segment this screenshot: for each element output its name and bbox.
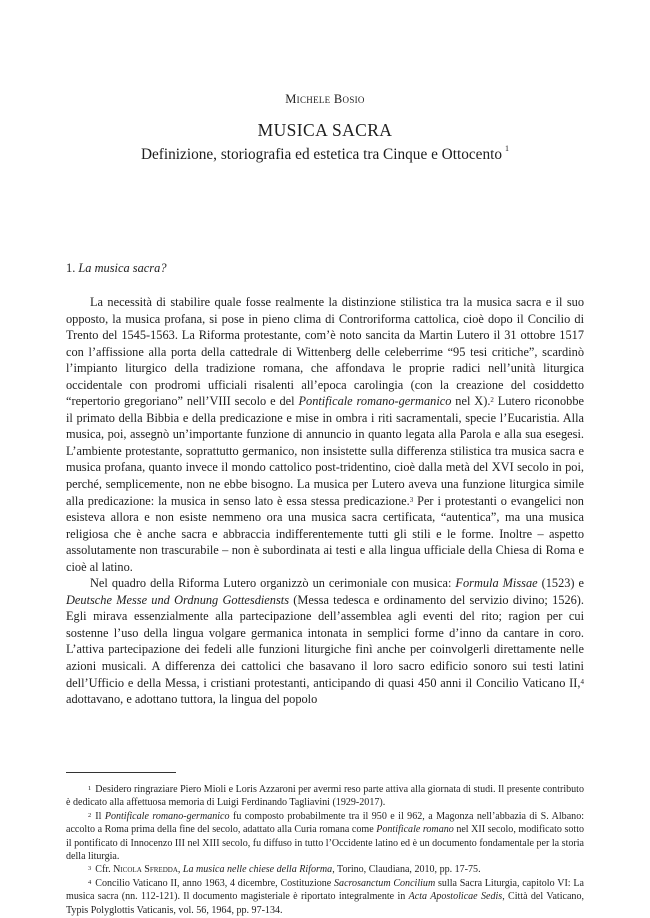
italic-run: Pontificale romano xyxy=(376,824,454,836)
text-run: sulla Sacra Liturgia, capitolo VI: La musica sacra (nn. 112-121). Il documento magisteriale è riportato integralmente in xyxy=(66,877,584,903)
text-run: Cfr. xyxy=(95,864,114,876)
article-subtitle xyxy=(0,146,650,164)
body-paragraph-1 xyxy=(66,294,584,575)
footnote-number: 1 xyxy=(88,785,92,792)
section-number: 1. xyxy=(66,261,76,275)
footnote-4 xyxy=(66,877,584,917)
footnote-ref-3[interactable]: 3 xyxy=(409,495,414,504)
body-paragraph-2 xyxy=(66,575,584,707)
subtitle-text: Definizione, storiografia ed estetica tra Cinque e Ottocento xyxy=(140,146,503,163)
italic-run: Sacrosanctum Concilium xyxy=(334,877,436,889)
footnote-ref-1[interactable]: 1 xyxy=(505,144,510,153)
article-author: Michele Bosio xyxy=(285,92,365,106)
text-run: fu composto probabilmente tra il 950 e il 962, a Magonza nell’abbazia di S. Albano: accolto a Roma prima della fine del secolo, adattato alla Curia romana come xyxy=(66,810,585,836)
italic-run: Pontificale romano-germanico xyxy=(298,394,452,409)
text-run: (Messa tedesca e ordinamento del servizio divino; 1526). Egli mirava essenzialmente alla partecipazione dell’assemblea agli eventi del rito; ragion per cui sostenne l’uso della lingua volgare germanica intonata in semplici forme d’inno da cantare in coro. L’attiva partecipazione dei fedeli alle funzioni liturgiche finì anche per coinvolgerli direttamente nelle azioni musicali. A differenza dei cattolici che basavano il loro sacro edificio sonoro sui testi latini dell’Ufficio e della Messa, i cristiani protestanti, anticipando di quasi 450 anni il Concilio Vaticano II, xyxy=(66,592,584,690)
italic-run: Acta Apostolicae Sedis xyxy=(408,891,503,903)
footnote-ref-2[interactable]: 2 xyxy=(490,396,494,405)
text-run: Lutero riconobbe il primato della Bibbia e della predicazione e mise in ombra i riti sacramentali, specie l’Eucaristia. Alla musica, poi, assegnò un’importante funzione di annuncio in quanto legata alla Parola e alla sua esegesi. L’ambiente protestante, soprattutto germanico, non insistette sulla differenza stilistica tra musica sacra e musica profana, quanto invece il mondo cattolico post-tridentino, cioè dalla metà del XVI secolo in poi, perché, semplicemente, non ne ebbe bisogno. La musica per Lutero aveva una funzione liturgica simile alla predicazione: la musica in senso lato è essa stessa predicazione. xyxy=(66,394,584,508)
text-run: , xyxy=(177,864,183,876)
italic-run: Formula Missae xyxy=(455,576,538,591)
text-run: Nel quadro della Riforma Lutero organizzò un cerimoniale con musica: xyxy=(90,576,456,591)
text-run: Per i protestanti o evangelici non esisteva allora e non esiste nemmeno ora una musica sacra certificata, “autentica”, ma una musica religiosa che è anche sacra e abbraccia indifferentemente tutti gli stili e le forme. Inoltre – aspetto assolutamente non trascurabile – non è subordinata ai testi e alla lingua ufficiale della Chiesa di Roma e cioè al latino. xyxy=(66,493,584,574)
text-run: La necessità di stabilire quale fosse realmente la distinzione stilistica tra la musica sacra e il suo opposto, la musica profana, si pose in pieno clima di Controriforma cattolica, cioè dopo il Concilio di Trento del 1545-1563. La Riforma protestante, com’è noto sancita da Martin Lutero il 31 ottobre 1517 con l’affissione alla porta della cattedrale di Wittenberg delle celeberrime “95 tesi critiche”, scardinò l’impianto liturgico della tradizione romana, che affondava le proprie radici nell’unità liturgica occidentale con prodromi ufficiali risalenti all’epoca carolingia (con la creazione del cosiddetto “repertorio gregoriano” nell’VIII secolo e del xyxy=(66,295,584,409)
article-title: MUSICA SACRA xyxy=(257,120,393,140)
body-text xyxy=(66,294,584,708)
footnote-number: 4 xyxy=(88,878,92,886)
text-run: nel XII secolo, modificato sotto il pontificato di Innocenzo III nel XIII secolo, fu diffuso in tutto l’Occidente latino ed è un documento fondamentale per la storia della liturgia. xyxy=(66,824,585,863)
footnote-1 xyxy=(66,783,584,810)
text-run: (1523) e xyxy=(537,576,585,591)
footnote-3 xyxy=(66,863,584,876)
text-run: adottavano, e adottano tuttora, la lingua del popolo xyxy=(66,692,318,707)
footnote-separator xyxy=(66,772,176,773)
footnote-2 xyxy=(66,810,584,864)
text-run: nel X). xyxy=(451,394,491,409)
footnote-ref-4[interactable]: 4 xyxy=(580,677,584,686)
footnotes xyxy=(66,783,584,917)
italic-run: La musica nelle chiese della Riforma xyxy=(182,864,333,876)
italic-run: Deutsche Messe und Ordnung Gottesdiensts xyxy=(66,592,289,607)
footnote-number: 2 xyxy=(88,811,92,819)
section-heading xyxy=(66,261,167,276)
italic-run: Pontificale romano-germanico xyxy=(104,810,230,822)
smallcaps-run: Nicola Sfredda xyxy=(113,864,178,876)
footnote-number: 3 xyxy=(88,865,92,873)
text-run: , Città del Vaticano, Typis Polyglottis Vaticanis, vol. 56, 1964, pp. 97-134. xyxy=(66,891,584,916)
section-title: La musica sacra? xyxy=(78,261,167,275)
text-run: , Torino, Claudiana, 2010, pp. 17-75. xyxy=(332,864,481,876)
text-run: Desidero ringraziare Piero Mioli e Loris Azzaroni per avermi reso parte attiva alla giornata di studi. Il presente contributo è dedicato alla affettuosa memoria di Luigi Ferdinando Tagliavini (1929-2017). xyxy=(66,784,584,809)
text-run: Concilio Vaticano II, anno 1963, 4 dicembre, Costituzione xyxy=(95,877,335,889)
text-run: Il xyxy=(95,810,105,822)
